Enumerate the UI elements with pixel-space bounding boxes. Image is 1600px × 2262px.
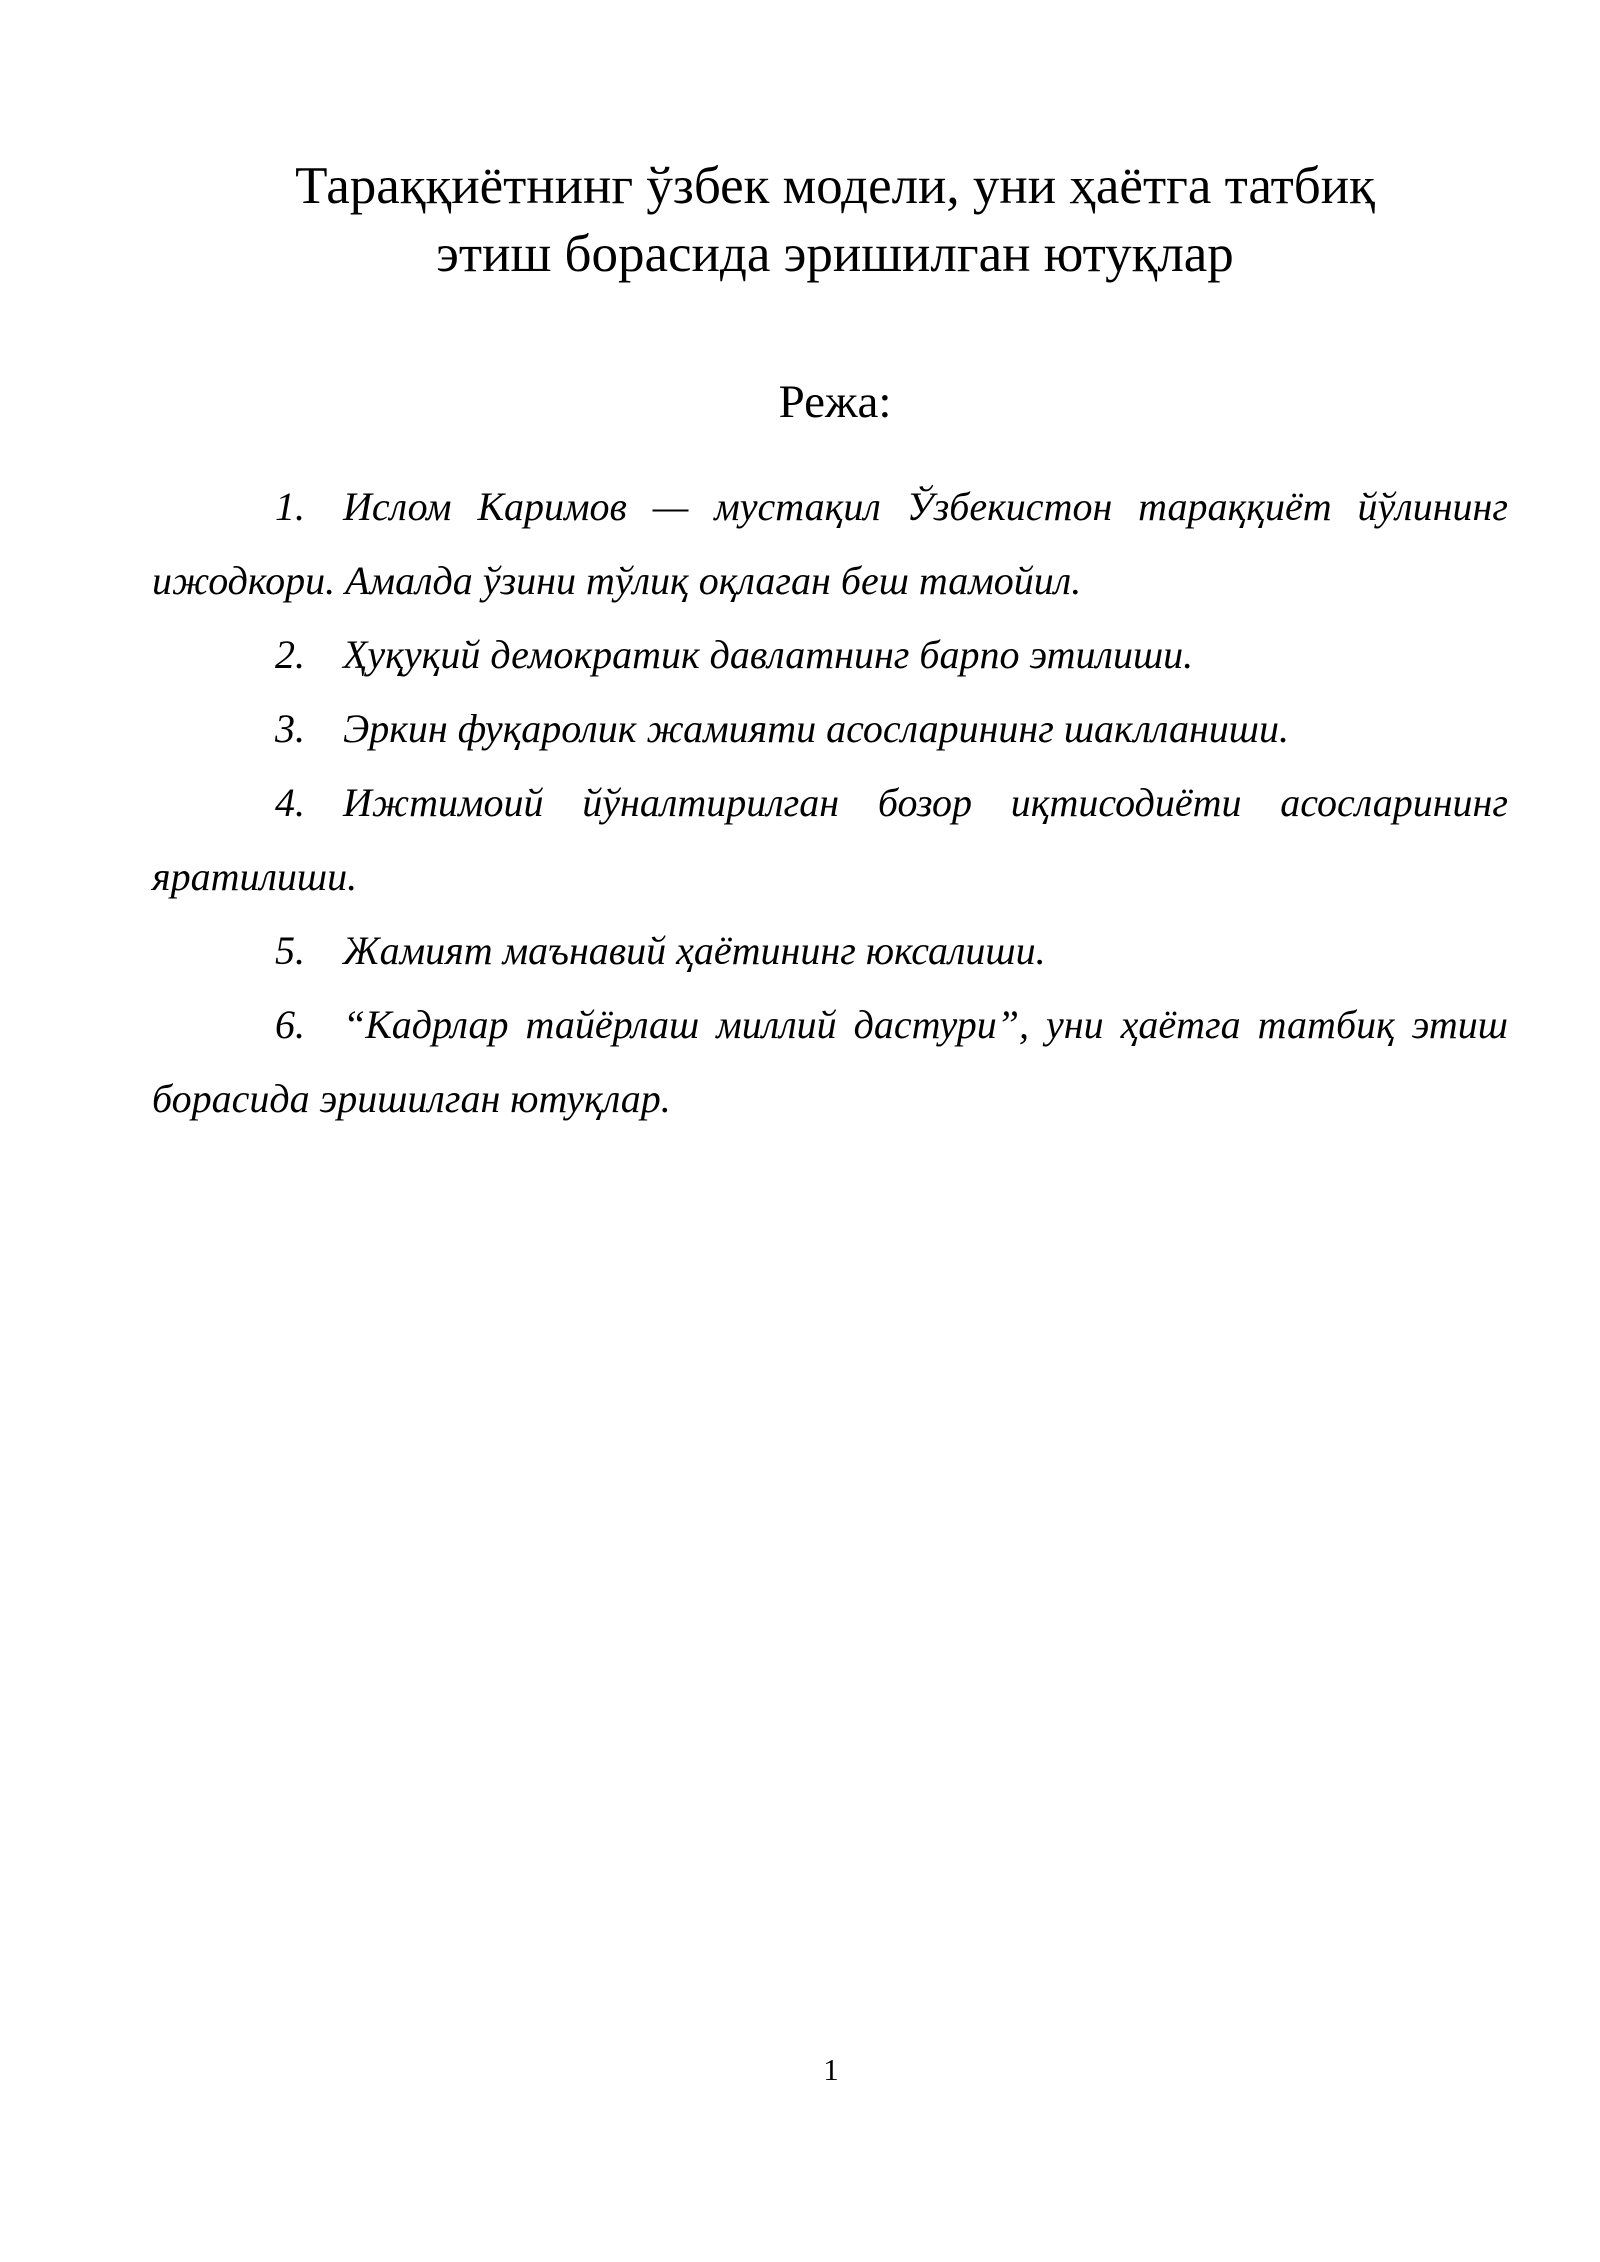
title-line: этиш борасида эришилган ютуқлар [436,225,1234,283]
plan-item-text: Жамият маънавий ҳаётининг юксалиши. [343,928,1046,973]
plan-item [152,914,1508,988]
plan-item [152,692,1508,766]
page-number: 1 [823,2052,839,2087]
plan-item [152,618,1508,692]
plan-heading: Режа: [778,376,892,428]
plan-item-number: 1. [275,484,305,529]
plan-item [152,988,1508,1136]
plan-item [152,470,1508,618]
plan-item-number: 6. [275,1002,305,1047]
plan-item-text: “Кадрлар тайёрлаш миллий дастури”, уни ҳаётга татбиқ этиш борасида эришилган ютуқлар. [152,1002,1508,1121]
document-title [150,152,1520,288]
plan-list [152,470,1508,1136]
plan-item-text: Ижтимоий йўналтирилган бозор иқтисодиёти асосларининг яратилиши. [152,780,1508,899]
plan-item-text: Эркин фуқаролик жамияти асосларининг шаклланиши. [343,706,1289,751]
plan-item-number: 4. [275,780,305,825]
title-line: Тараққиётнинг ўзбек модели, уни ҳаётга татбиқ [295,157,1375,215]
plan-item-number: 3. [275,706,305,751]
plan-item-number: 5. [275,928,305,973]
plan-item-text: Ислом Каримов — мустақил Ўзбекистон тараққиёт йўлининг ижодкори. Амалда ўзини тўлиқ оқлаган беш тамойил. [152,484,1508,603]
plan-item-number: 2. [275,632,305,677]
plan-item [152,766,1508,914]
plan-item-text: Ҳуқуқий демократик давлатнинг барпо этилиши. [343,632,1194,677]
